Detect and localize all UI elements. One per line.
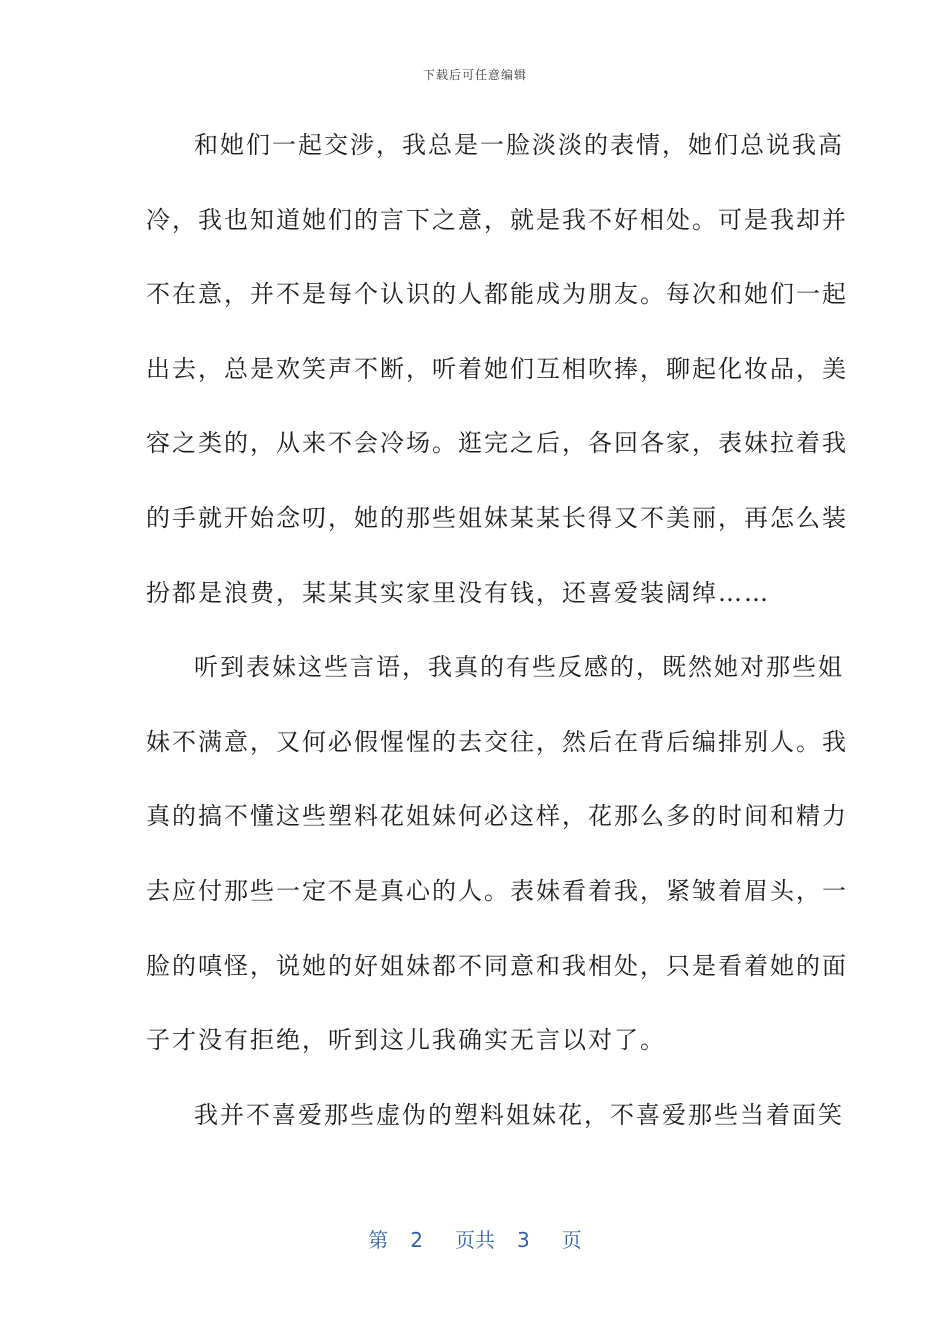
page-number-footer [0, 1224, 950, 1253]
current-page-number: 2 [410, 1228, 423, 1252]
text-line: 扮都是浪费，某某其实家里没有钱，还喜爱装阔绰…… [146, 578, 770, 607]
text-line: 容之类的，从来不会冷场。逛完之后，各回各家，表妹拉着我 [146, 429, 848, 458]
text-line: 冷，我也知道她们的言下之意，就是我不好相处。可是我却并 [146, 205, 848, 234]
text-line: 子才没有拒绝，听到这儿我确实无言以对了。 [146, 1026, 666, 1055]
text-line: 和她们一起交涉，我总是一脸淡淡的表情，她们总说我高 [194, 131, 844, 159]
text-line: 妹不满意，又何必假惺惺的去交往，然后在背后编排别人。我 [146, 727, 848, 756]
text-line: 听到表妹这些言语，我真的有些反感的，既然她对那些姐 [194, 653, 844, 682]
page-header-note: 下载后可任意编辑 [422, 68, 527, 82]
text-line: 真的搞不懂这些塑料花姐妹何必这样，花那么多的时间和精力 [146, 802, 848, 831]
footer-suffix: 页 [561, 1228, 582, 1252]
text-line: 不在意，并不是每个认识的人都能成为朋友。每次和她们一起 [146, 280, 848, 309]
text-line: 脸的嗔怪，说她的好姐妹都不同意和我相处，只是看着她的面 [146, 951, 848, 980]
footer-middle: 页共 [455, 1228, 495, 1252]
total-page-count: 3 [517, 1228, 530, 1252]
text-line: 我并不喜爱那些虚伪的塑料姐妹花，不喜爱那些当着面笑 [194, 1100, 844, 1129]
footer-prefix: 第 [368, 1228, 389, 1252]
text-line: 的手就开始念叨，她的那些姐妹某某长得又不美丽，再怎么装 [146, 503, 848, 532]
text-line: 出去，总是欢笑声不断，听着她们互相吹捧，聊起化妆品，美 [146, 354, 848, 383]
document-body [146, 108, 848, 1152]
text-line: 去应付那些一定不是真心的人。表妹看着我，紧皱着眉头，一 [146, 876, 848, 905]
